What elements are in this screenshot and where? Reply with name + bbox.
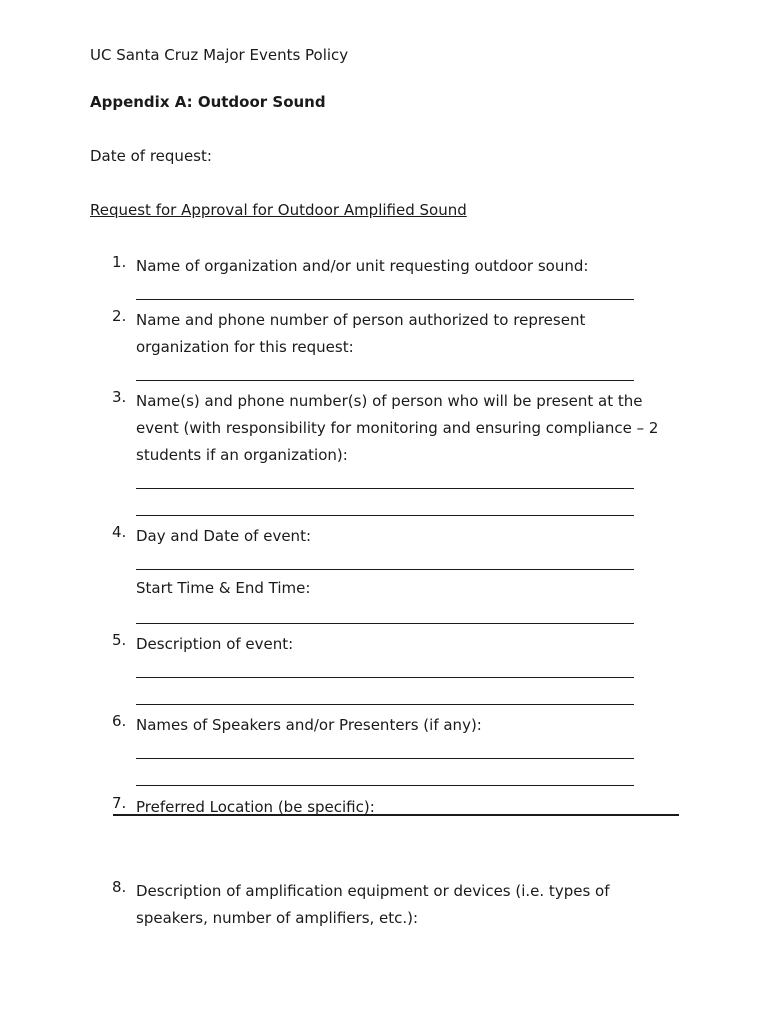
question-text: Description of event: [136, 635, 294, 653]
question-text: Names of Speakers and/or Presenters (if any): [136, 716, 482, 734]
question-text: Description of amplification equipment or devices (i.e. types of speakers, number of amplifiers, etc.): [136, 882, 610, 927]
question-number: 8. [112, 878, 127, 896]
question-number: 7. [112, 794, 127, 812]
question-6 [112, 712, 672, 739]
question-7 [112, 794, 672, 821]
question-text: Preferred Location (be specific): [136, 798, 375, 816]
policy-title: UC Santa Cruz Major Events Policy [90, 46, 349, 64]
answer-line-4a[interactable] [136, 569, 634, 570]
question-text: Name and phone number of person authorized to represent organization for this request: [136, 311, 586, 356]
date-of-request-label: Date of request: [90, 147, 212, 165]
question-number: 4. [112, 523, 127, 541]
request-heading: Request for Approval for Outdoor Amplified Sound [90, 201, 467, 219]
answer-line-6b[interactable] [136, 785, 634, 786]
answer-line-4b[interactable] [136, 623, 634, 624]
question-8 [112, 878, 672, 932]
answer-line-5b[interactable] [136, 704, 634, 705]
question-1 [112, 253, 672, 280]
answer-line-5a[interactable] [136, 677, 634, 678]
question-2 [112, 307, 672, 361]
start-end-time-label: Start Time & End Time: [136, 579, 311, 597]
question-number: 5. [112, 631, 127, 649]
question-number: 2. [112, 307, 127, 325]
question-5 [112, 631, 672, 658]
answer-line-1[interactable] [136, 299, 634, 300]
answer-line-6a[interactable] [136, 758, 634, 759]
question-number: 3. [112, 388, 127, 406]
question-number: 1. [112, 253, 127, 271]
answer-line-7[interactable] [113, 814, 679, 816]
answer-line-3b[interactable] [136, 515, 634, 516]
answer-line-2[interactable] [136, 380, 634, 381]
appendix-title: Appendix A: Outdoor Sound [90, 93, 326, 111]
question-text: Name(s) and phone number(s) of person who will be present at the event (with responsibility for monitoring and ensuring compliance – 2 students if an organization): [136, 392, 659, 464]
question-4 [112, 523, 672, 550]
answer-line-3a[interactable] [136, 488, 634, 489]
question-3 [112, 388, 672, 469]
question-text: Day and Date of event: [136, 527, 311, 545]
question-number: 6. [112, 712, 127, 730]
question-text: Name of organization and/or unit requesting outdoor sound: [136, 257, 589, 275]
